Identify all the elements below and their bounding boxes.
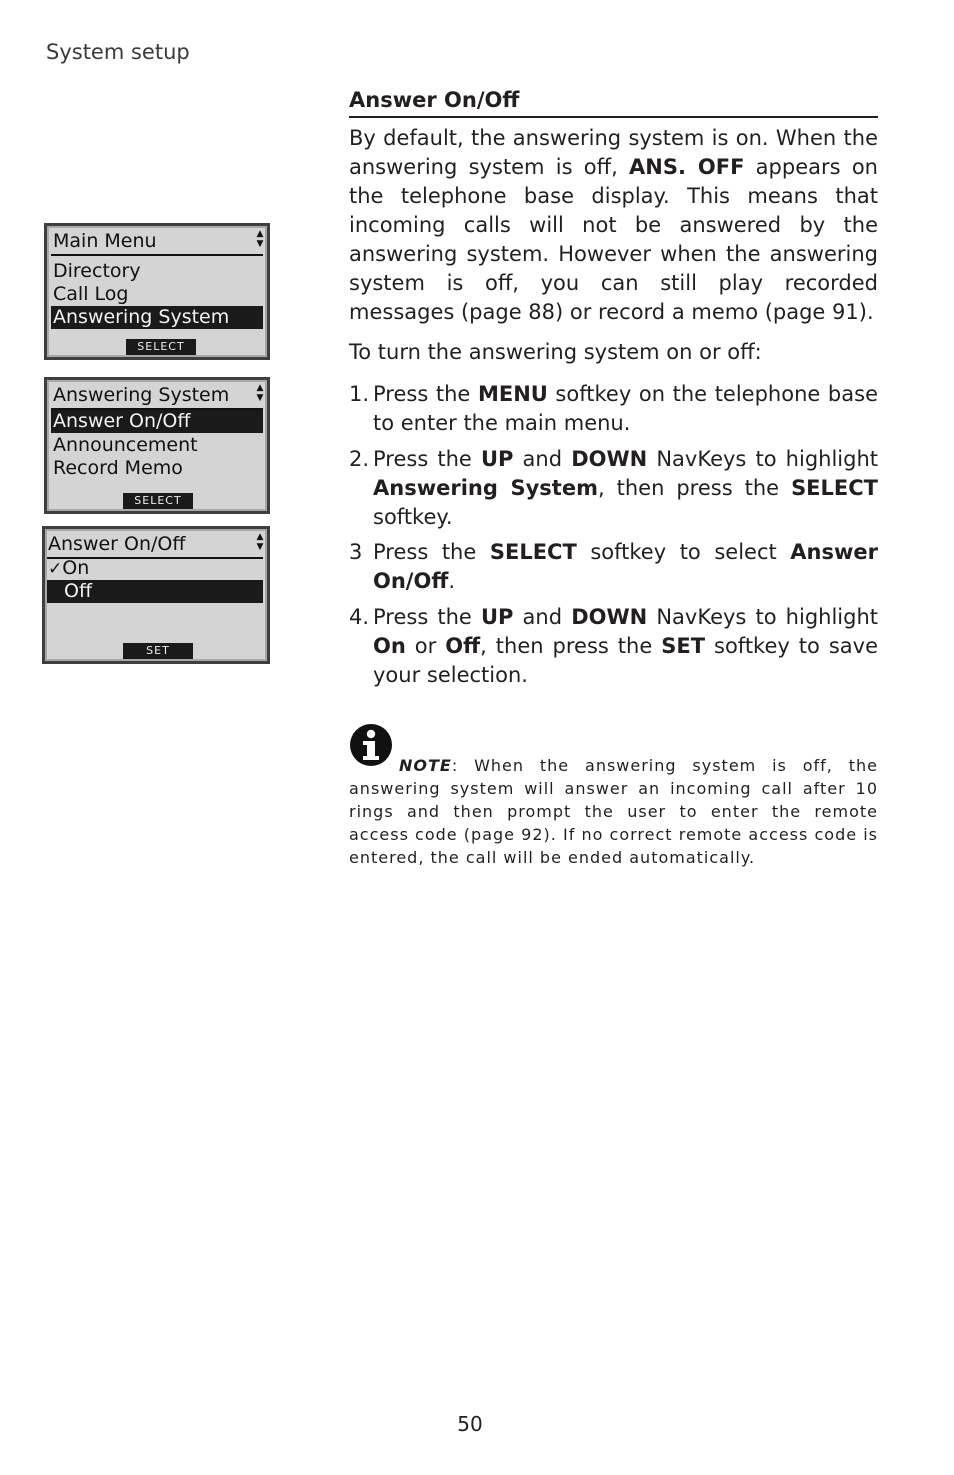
step-4: 4. Press the UP and DOWN NavKeys to highlight On or Off, then press the SET softkey to save your selection. bbox=[349, 605, 879, 687]
info-icon bbox=[349, 723, 393, 767]
screen-title: Answering System bbox=[51, 384, 263, 410]
menu-item-answering-system: Answering System bbox=[51, 306, 263, 329]
menu-item-directory: Directory bbox=[53, 260, 141, 282]
up-down-arrows-icon: ▲ ▼ bbox=[256, 383, 264, 403]
menu-item-announcement: Announcement bbox=[53, 434, 198, 456]
note-block bbox=[349, 723, 878, 869]
step-2: 2. Press the UP and DOWN NavKeys to highlight Answering System, then press the SELECT softkey. bbox=[349, 447, 879, 529]
section-title: Answer On/Off bbox=[349, 88, 878, 118]
menu-item-record-memo: Record Memo bbox=[53, 457, 183, 479]
note-label: NOTE bbox=[399, 756, 452, 775]
screen-title: Answer On/Off bbox=[47, 533, 263, 559]
lcd-screen-answering-system bbox=[44, 377, 270, 514]
lcd-screen-answer-on-off bbox=[42, 526, 270, 664]
step-3: 3 Press the SELECT softkey to select Answer On/Off. bbox=[349, 540, 878, 593]
option-off: Off bbox=[47, 580, 263, 603]
page-number: 50 bbox=[457, 1412, 483, 1436]
option-on-label: On bbox=[62, 557, 90, 579]
up-down-arrows-icon: ▲ ▼ bbox=[256, 229, 264, 249]
running-head: System setup bbox=[46, 40, 190, 64]
softkey-select: SELECT bbox=[123, 493, 193, 509]
option-on bbox=[47, 557, 263, 580]
check-mark-icon: ✓ bbox=[48, 559, 63, 579]
intro-paragraph: By default, the answering system is on. When the answering system is off, ANS. OFF appears on the telephone base display. This means that incoming calls will not be answered by the answering system. However when the answering system is off, you can still play recorded messages (page 88) or record a memo (page 91). bbox=[349, 126, 878, 324]
menu-item-answer-on-off: Answer On/Off bbox=[51, 410, 263, 433]
menu-item-call-log: Call Log bbox=[53, 283, 129, 305]
softkey-set: SET bbox=[123, 643, 193, 659]
instructions-lead-in: To turn the answering system on or off: bbox=[349, 340, 762, 364]
note-text: : When the answering system is off, the answering system will answer an incoming call after 10 rings and then prompt the user to enter the remote access code (page 92). If no correct remote access code is entered, the call will be ended automatically. bbox=[349, 756, 878, 867]
lcd-screen-main-menu bbox=[44, 223, 270, 360]
step-1: 1. Press the MENU softkey on the telephone base to enter the main menu. bbox=[349, 382, 878, 435]
up-down-arrows-icon: ▲ ▼ bbox=[256, 532, 264, 552]
screen-title: Main Menu bbox=[51, 230, 263, 256]
softkey-select: SELECT bbox=[126, 339, 196, 355]
